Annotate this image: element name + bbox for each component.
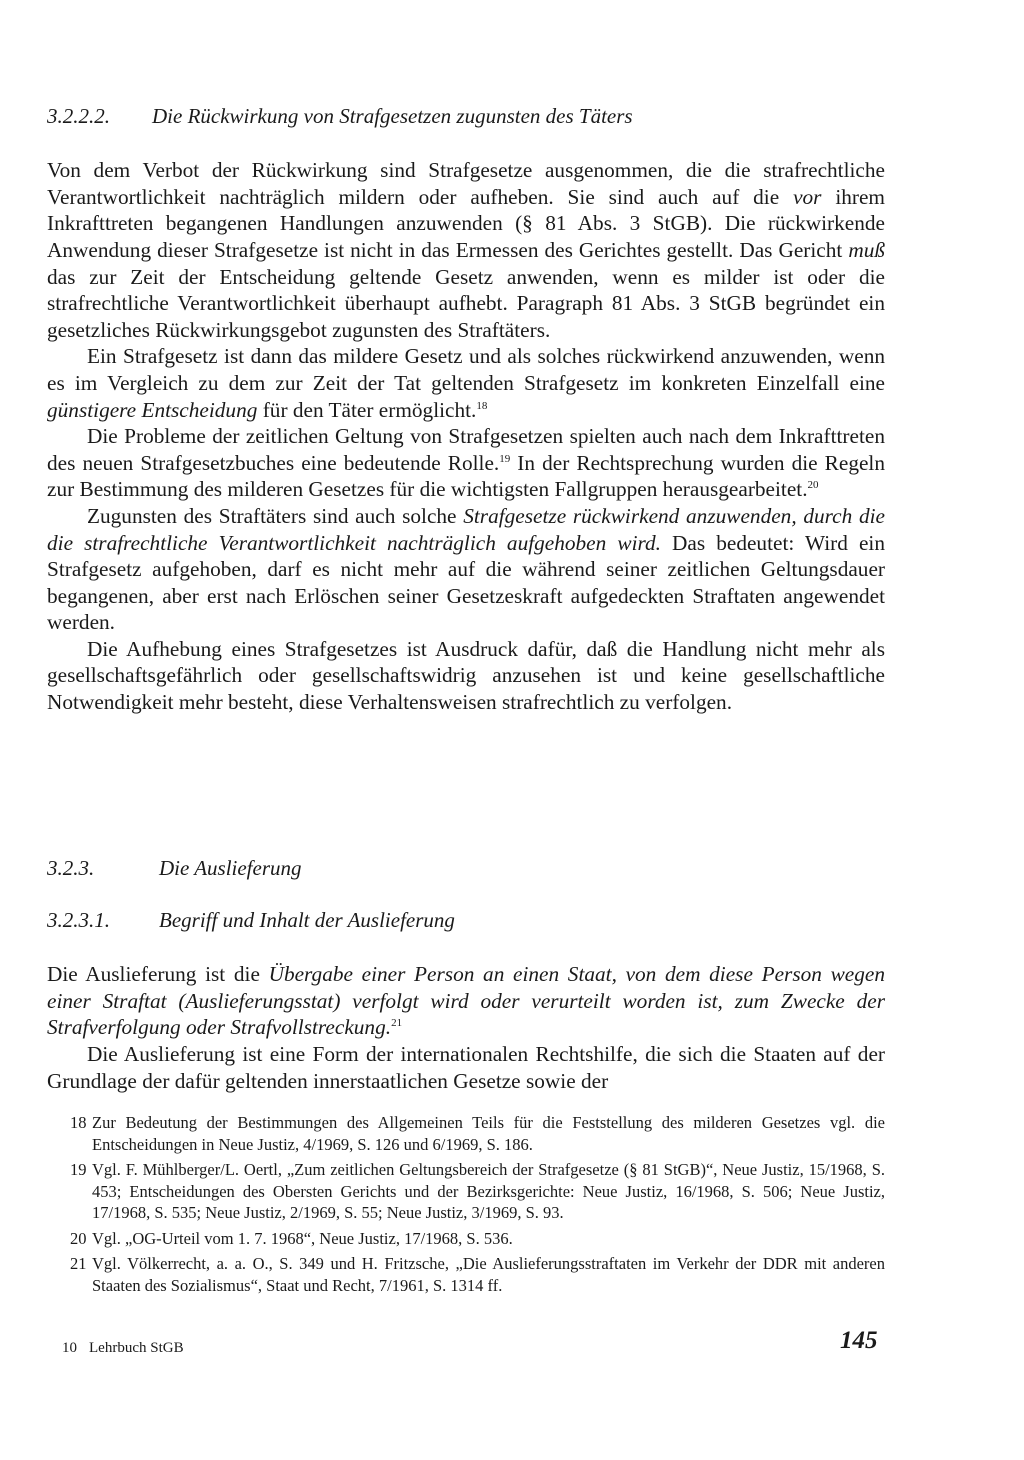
text-run: Zugunsten des Straftäters sind auch solche — [87, 503, 464, 528]
paragraph — [47, 503, 885, 636]
emphasis: Übergabe einer Person an einen Staat, von dem diese Person wegen einer Straftat (Auslieferungsstat) verfolgt wird oder verurteilt worden ist, zum Zwecke der Strafverfolgung oder Strafvollstreckung. — [47, 962, 885, 1040]
section-3-2-3-1 — [47, 908, 885, 1094]
footnote-number: 19 — [70, 1160, 87, 1179]
footnote-ref: 18 — [476, 399, 488, 412]
text-run: das zur Zeit der Entscheidung geltende Gesetz anwenden, wenn es milder ist oder die strafrechtliche Verantwortlichkeit überhaupt aufhebt. Paragraph 81 Abs. 3 StGB begründet ein gesetzliches Rückwirkungsgebot zugunsten des Straftäters. — [47, 264, 885, 342]
paragraph — [47, 343, 885, 423]
text-run: Die Probleme der zeitlichen Geltung von Strafgesetzen spielten auch nach dem Inkrafttreten des neuen Strafgesetzbuches eine bedeutende Rolle. — [47, 424, 885, 475]
footnote — [70, 1228, 885, 1250]
text-run: Das bedeutet: Wird ein Strafgesetz aufgehoben, darf es nicht mehr auf die während seiner zeitlichen Geltungsdauer begangenen, aber erst nach Erlöschen seiner Gesetzeskraft aufgedeckten Straftaten angewendet werden. — [47, 530, 885, 635]
section-title: Begriff und Inhalt der Auslieferung — [159, 908, 455, 932]
signature-mark: 10 — [62, 1340, 77, 1356]
section-title: Die Rückwirkung von Strafgesetzen zugunsten des Täters — [152, 104, 633, 128]
footnote-text: Vgl. „OG-Urteil vom 1. 7. 1968“, Neue Justiz, 17/1968, S. 536. — [92, 1228, 513, 1248]
paragraph — [47, 961, 885, 1041]
footnote-ref: 20 — [807, 479, 819, 492]
footnote — [70, 1253, 885, 1296]
paragraph — [47, 157, 885, 343]
text-run: für den Täter ermöglicht. — [257, 397, 477, 422]
footnote-text: Vgl. Völkerrecht, a. a. O., S. 349 und H. Fritzsche, „Die Auslieferungsstraftaten im Verkehr der DDR mit anderen Staaten des Sozialismus“, Staat und Recht, 7/1961, S. 1314 ff. — [92, 1254, 885, 1295]
emphasis: vor — [793, 184, 822, 209]
section-number: 3.2.3.1. — [47, 908, 110, 932]
section-3-2-3 — [47, 856, 885, 881]
emphasis: muß — [848, 237, 885, 262]
page-number: 145 — [840, 1327, 878, 1354]
paragraph — [47, 423, 885, 503]
footnote-text: Vgl. F. Mühlberger/L. Oertl, „Zum zeitlichen Geltungsbereich der Strafgesetze (§ 81 StGB)“, Neue Justiz, 15/1968, S. 453; Entscheidungen des Obersten Gerichts und der Bezirksgerichte: Neue Justiz, 16/1968, S. 506; Neue Justiz, 17/1968, S. 535; Neue Justiz, 2/1969, S. 55; Neue Justiz, 3/1969, S. 93. — [92, 1160, 885, 1222]
footnote-text: Zur Bedeutung der Bestimmungen des Allgemeinen Teils für die Feststellung des milderen Gesetzes vgl. die Entscheidungen in Neue Justiz, 4/1969, S. 126 und 6/1969, S. 186. — [92, 1113, 885, 1154]
section-3-2-2-2 — [47, 104, 885, 716]
footnote-number: 20 — [70, 1228, 87, 1248]
text-run: Ein Strafgesetz ist dann das mildere Gesetz und als solches rückwirkend anzuwenden, wenn es im Vergleich zu dem zur Zeit der Tat geltenden Strafgesetz im konkreten Einzelfall eine — [47, 344, 885, 395]
section-title: Die Auslieferung — [159, 856, 302, 880]
page-footer — [62, 1340, 184, 1357]
emphasis: Strafgesetze rückwirkend anzuwenden, durch die die strafrechtliche Verantwortlichkeit nachträglich aufgehoben wird. — [47, 503, 885, 555]
footnote-ref: 19 — [499, 452, 511, 465]
footnote-ref: 21 — [391, 1017, 403, 1030]
section-heading — [47, 908, 885, 933]
footnote — [70, 1112, 885, 1155]
text-run: Von dem Verbot der Rückwirkung sind Strafgesetze ausgenommen, die die strafrechtliche Verantwortlichkeit nachträglich mildern oder aufheben. Sie sind auch auf die — [47, 158, 885, 209]
footnote — [70, 1159, 885, 1224]
emphasis: günstigere Entscheidung — [47, 397, 258, 422]
text-run: ihrem Inkrafttreten begangenen Handlungen anzuwenden (§ 81 Abs. 3 StGB). Die rückwirkende Anwendung dieser Strafgesetze ist nicht in das Ermessen des Gerichtes gestellt. Das Gericht — [47, 184, 886, 262]
section-heading — [47, 856, 885, 881]
section-heading — [47, 104, 885, 129]
footnotes — [70, 1112, 885, 1300]
paragraph: Die Aufhebung eines Strafgesetzes ist Ausdruck dafür, daß die Handlung nicht mehr als gesellschaftsgefährlich oder gesellschaftswidrig anzusehen ist und keine gesellschaftliche Notwendigkeit mehr besteht, diese Verhaltensweisen strafrechtlich zu verfolgen. — [47, 636, 885, 715]
paragraph: Die Auslieferung ist eine Form der internationalen Rechtshilfe, die sich die Staaten auf der Grundlage der dafür geltenden innerstaatlichen Gesetze sowie der — [47, 1041, 885, 1093]
text-run: In der Rechtsprechung wurden die Regeln zur Bestimmung des milderen Gesetzes für die wichtigsten Fallgruppen herausgearbeitet. — [47, 450, 885, 502]
footnote-number: 21 — [70, 1254, 87, 1273]
book-title: Lehrbuch StGB — [89, 1340, 184, 1356]
footnote-number: 18 — [70, 1113, 87, 1132]
text-run: Die Auslieferung ist die — [47, 962, 269, 987]
section-number: 3.2.2.2. — [47, 104, 110, 128]
section-number: 3.2.3. — [47, 856, 95, 880]
